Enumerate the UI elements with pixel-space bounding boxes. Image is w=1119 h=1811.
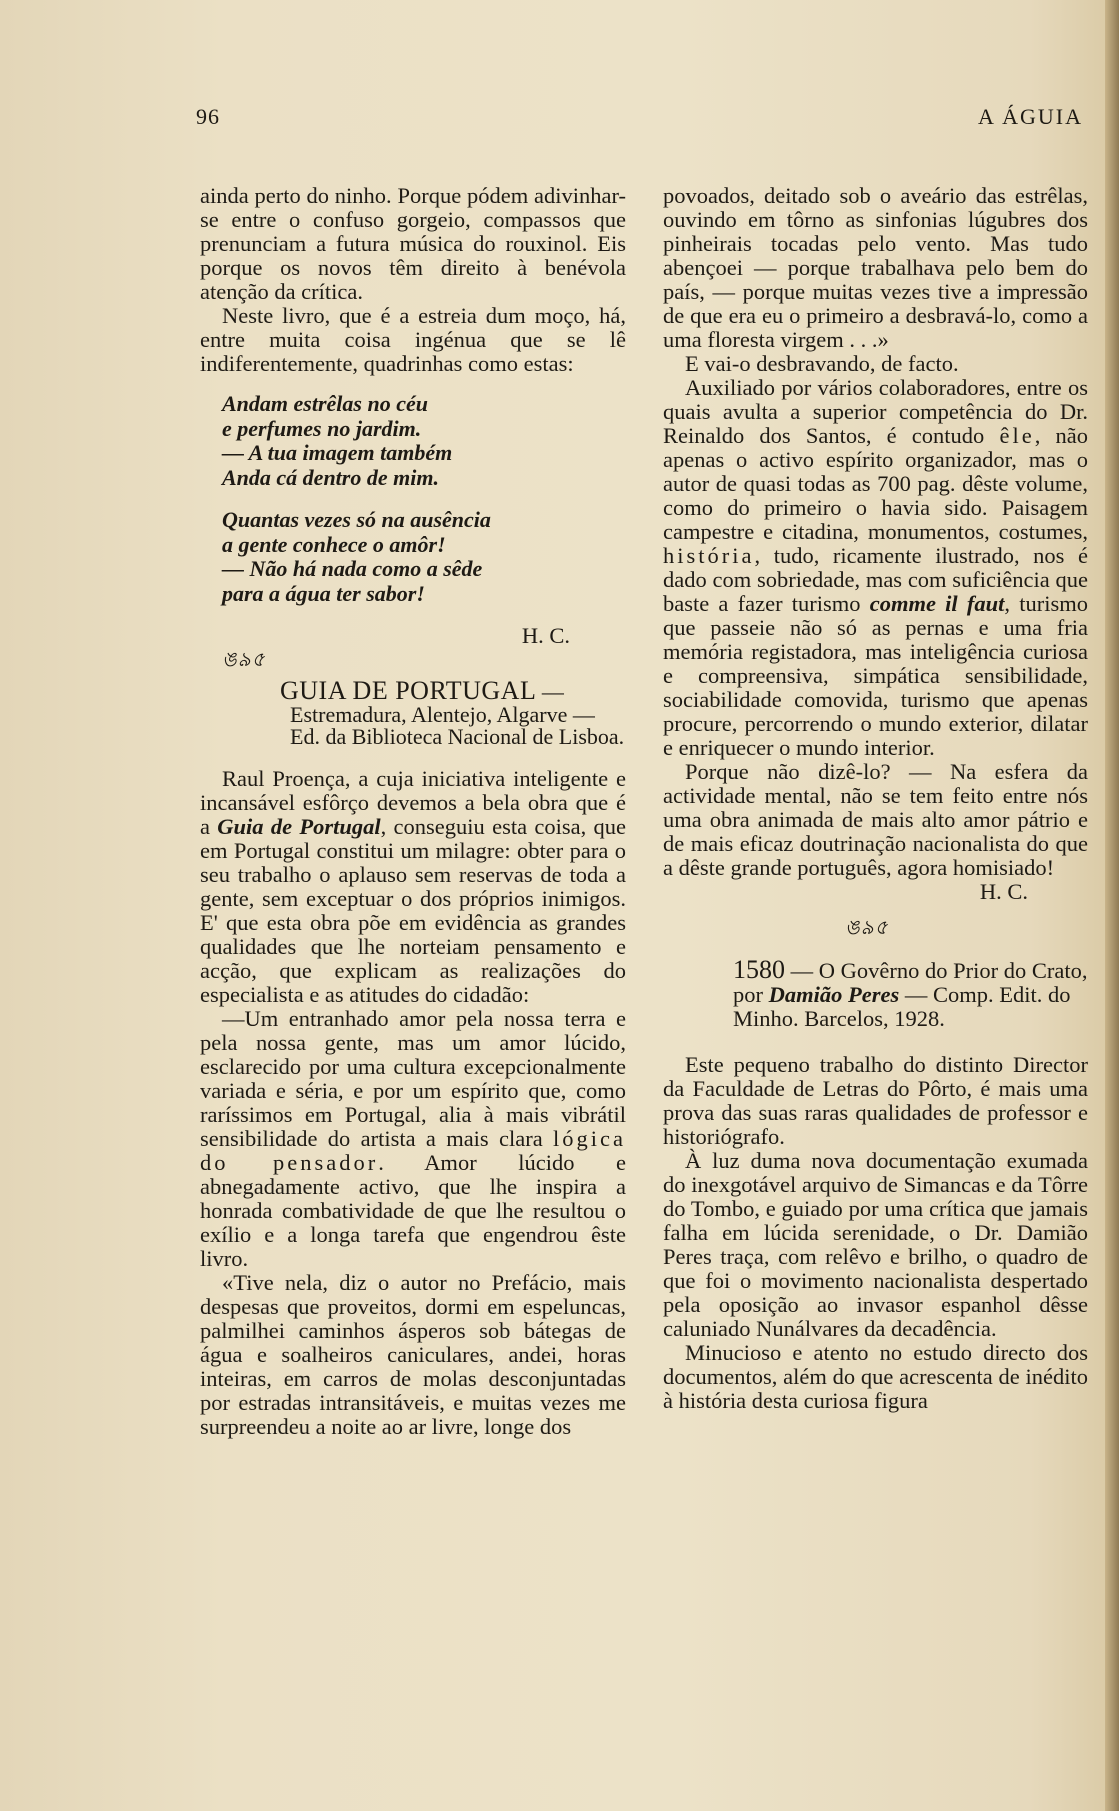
spaced-text: êle: [999, 423, 1035, 448]
paragraph: povoados, deitado sob o aveário das estrêlas, ouvindo em tôrno as sinfonias lúgubres dos pinheirais tocadas pelo vento. Mas tudo abençoei — porque trabalhava pelo bem do país, — porque muitas vezes tive a impressão de que era eu o primeiro a desbravá-lo, como a uma floresta virgem . . .»: [663, 183, 1088, 352]
review-details: — O Govêrno do Prior do Crato, por: [733, 958, 1088, 1007]
poem-line: para a água ter sabor!: [222, 580, 425, 606]
review-heading: [733, 955, 1088, 1031]
review-details: — Comp. Edit. do Minho. Barcelos, 1928.: [733, 982, 1071, 1031]
paragraph: [663, 376, 1088, 760]
paragraph: Porque não dizê-lo? — Na esfera da actividade mental, não se tem feito entre nós uma obra animada de mais alto amor pátrio e de mais eficaz doutrinação nacionalista do que a dêste grande português, agora homisiado!: [663, 759, 1088, 880]
text-run: . Amor lúcido e abnegadamente activo, que lhe inspira a honrada combatividade de que lhe resultou o exílio e a longa tarefa que engendrou êste livro.: [200, 1149, 626, 1271]
signature: H. C.: [521, 623, 570, 648]
text-run: , conseguiu esta coisa, que em Portugal constitui um milagre: obter para o seu trabalho o aplauso sem reservas de toda a gente, sem exceptuar o dos próprios inimigos. E' que esta obra põe em evidência as grandes qualidades que lhe norteiam pensamento e acção, que explicam as realizações do especialista e as atitudes do cidadão:: [200, 813, 626, 1007]
paragraph: E vai-o desbravando, de facto.: [685, 351, 959, 376]
poem-stanza: [222, 508, 626, 606]
spaced-text: história: [663, 543, 755, 568]
italic-phrase: comme il faut: [869, 591, 1005, 616]
poem-line: — A tua imagem também: [222, 440, 453, 465]
paragraph: ainda perto do ninho. Porque pódem adivinhar-se entre o confuso gorgeio, compassos que prenunciam a futura música do rouxinol. Eis porque os novos têm direito à benévola atenção da crítica.: [200, 183, 626, 304]
page-edge: [1105, 0, 1119, 1811]
text-run: , tudo, ricamente ilustrado, nos é dado com sobriedade, mas com suficiência que baste a fazer turismo: [663, 543, 1088, 616]
ornament-icon: ঙ৯৫: [845, 917, 889, 939]
book-title: Guia de Portugal: [217, 813, 381, 839]
poem-line: e perfumes no jardim.: [222, 415, 422, 441]
text-run: , turismo que passeie não só as pernas e uma fria memória registadora, mas inteligência curiosa e compreensiva, simpática sensibilidade, sociabilidade comovida, turismo que apenas procure, percorrendo o mundo exterior, dilatar e enriquecer o mundo interior.: [663, 591, 1088, 760]
paragraph: À luz duma nova documentação exumada do inexgotável arquivo de Simancas e da Tôrre do Tombo, e guiado por uma crítica que jamais falha em lúcida serenidade, o Dr. Damião Peres traça, com relêvo e brilho, o quadro de que foi o movimento nacionalista despertado pela oposição ao invasor espanhol dêsse caluniado Nunálvares da decadência.: [663, 1148, 1088, 1341]
left-column: [200, 184, 626, 1439]
text-run: —Um entranhado amor pela nossa terra e pela nossa gente, mas um amor lúcido, esclarecido por uma cultura excepcionalmente variada e séria, e por um espírito que, como raríssimos em Portugal, alia à mais vibrátil sensibilidade do artista a mais clara: [200, 1005, 626, 1151]
poem-line: — Não há nada como a sêde: [222, 556, 483, 581]
review-author: Damião Peres: [768, 982, 900, 1007]
text-run: , não apenas o activo espírito organizador, mas o autor de quasi todas as 700 pag. dêste volume, como do primeiro o havia sido. Paisagem campestre e citadina, monumentos, costumes,: [663, 423, 1088, 544]
paragraph: Este pequeno trabalho do distinto Director da Faculdade de Letras do Pôrto, é mais uma prova das suas raras qualidades de professor e historiógrafo.: [663, 1052, 1088, 1149]
paragraph: «Tive nela, diz o autor no Prefácio, mais despesas que proveitos, dormi em espeluncas, palmilhei caminhos ásperos sob bátegas de água e soalheiros caniculares, andei, horas inteiras, em carros de molas desconjuntadas por estradas intransitáveis, e muitas vezes me surpreendeu a noite ao ar livre, longe dos: [200, 1269, 626, 1439]
right-column: [663, 184, 1088, 1413]
poem-line: Anda cá dentro de mim.: [222, 464, 439, 490]
text-run: Raul Proença, a cuja iniciativa inteligente e incansável esfôrço devemos a bela obra que é a: [200, 765, 626, 839]
paragraph: Minucioso e atento no estudo directo dos documentos, além do que acrescenta de inédito à história desta curiosa figura: [663, 1340, 1088, 1413]
page-number: 96: [196, 104, 220, 129]
poem: [222, 392, 626, 606]
signature: H. C.: [979, 879, 1028, 904]
poem-line: Andam estrêlas no céu: [222, 391, 428, 416]
paragraph: [200, 767, 626, 1007]
paragraph: Neste livro, que é a estreia dum moço, há, entre muita coisa ingénua que se lê indiferentemente, quadrinhas como estas:: [200, 303, 626, 376]
spaced-text: lógica do pensador: [200, 1125, 626, 1175]
review-title: GUIA DE PORTUGAL: [280, 676, 537, 705]
paragraph: [200, 1007, 626, 1271]
poem-line: a gente conhece o amôr!: [222, 531, 446, 557]
running-header: A ÁGUIA: [977, 104, 1083, 129]
poem-line: Quantas vezes só na ausência: [222, 507, 491, 532]
ornament-icon: ঙ৯৫: [222, 649, 266, 671]
review-year: 1580: [733, 955, 785, 984]
poem-stanza: [222, 392, 626, 490]
text-run: Auxiliado por vários colaboradores, entre os quais avulta a superior competência do Dr. Reinaldo dos Santos, é contudo: [663, 375, 1088, 448]
review-details: — Estremadura, Alentejo, Algarve — Ed. da Biblioteca Nacional de Lisboa.: [290, 679, 625, 749]
review-heading: [280, 676, 626, 749]
